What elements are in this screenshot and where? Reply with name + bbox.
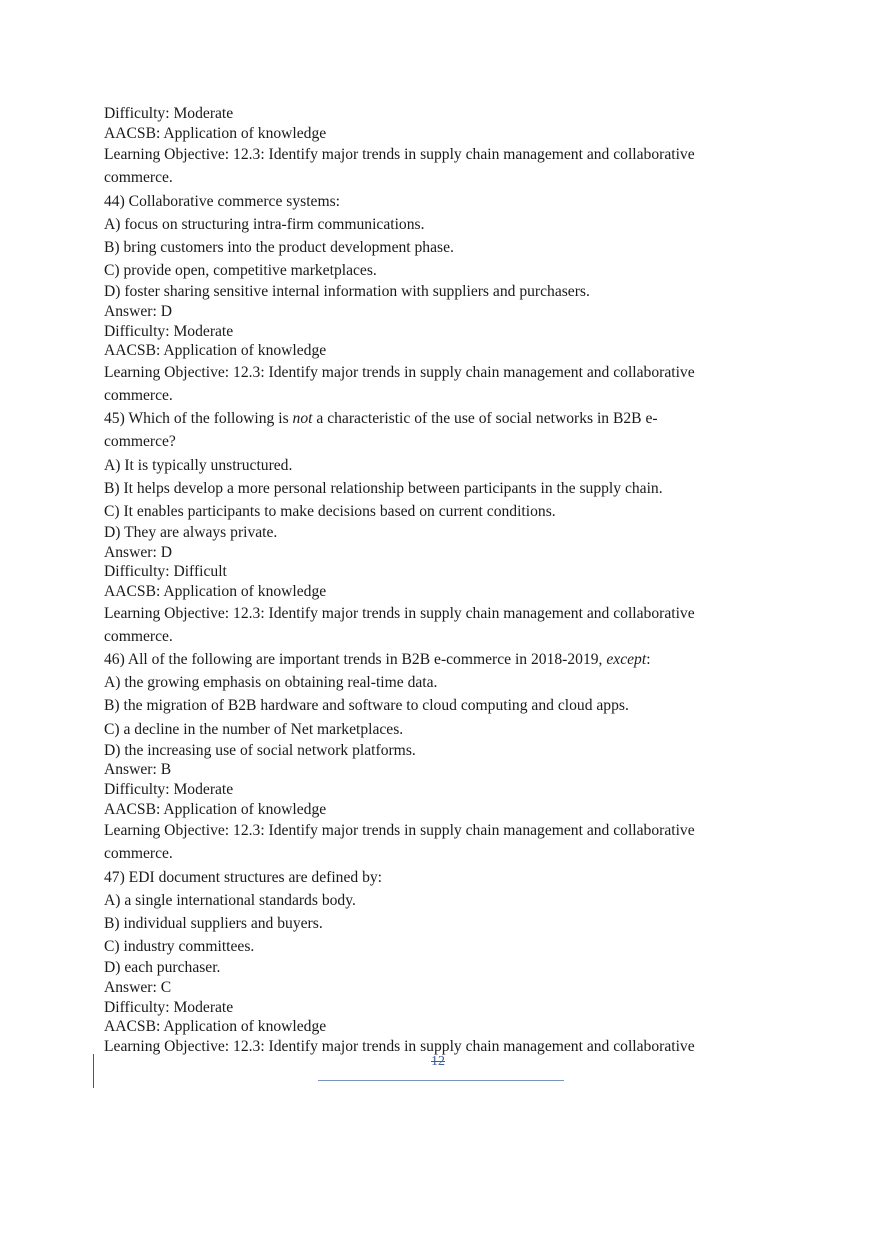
- text-line: A) focus on structuring intra-firm communications.: [104, 215, 425, 233]
- text-line: C) provide open, competitive marketplaces.: [104, 262, 377, 280]
- margin-change-bar: [93, 1054, 94, 1088]
- text-line: 44) Collaborative commerce systems:: [104, 192, 341, 210]
- text-segment: 46) All of the following are important trends in B2B e-commerce in 2018-2019,: [104, 650, 607, 668]
- text-line: Learning Objective: 12.3: Identify major trends in supply chain management and collaborative: [104, 604, 695, 622]
- text-line: Answer: D: [104, 303, 172, 320]
- text-line: AACSB: Application of knowledge: [104, 1018, 327, 1036]
- text-line: B) It helps develop a more personal relationship between participants in the supply chain.: [104, 479, 663, 497]
- text-line: A) a single international standards body.: [104, 891, 356, 909]
- text-line: Learning Objective: 12.3: Identify major trends in supply chain management and collaborative: [104, 363, 695, 381]
- text-line: Difficulty: Moderate: [104, 322, 234, 340]
- text-line: Difficulty: Moderate: [104, 105, 234, 122]
- text-line: Answer: D: [104, 543, 172, 561]
- text-line: Learning Objective: 12.3: Identify major trends in supply chain management and collaborative: [104, 822, 695, 840]
- footer-rule: [318, 1080, 564, 1081]
- text-segment: 45) Which of the following is: [104, 410, 293, 428]
- text-line: AACSB: Application of knowledge: [104, 124, 327, 142]
- italic-emphasis: not: [292, 410, 313, 428]
- text-line: Answer: C: [104, 978, 172, 996]
- text-line: D) each purchaser.: [104, 959, 221, 977]
- text-line: B) the migration of B2B hardware and software to cloud computing and cloud apps.: [104, 697, 629, 715]
- text-line: 47) EDI document structures are defined by:: [104, 868, 382, 886]
- text-line: [104, 407, 784, 430]
- text-line: AACSB: Application of knowledge: [104, 342, 327, 360]
- text-line: AACSB: Application of knowledge: [104, 800, 327, 818]
- text-line: Learning Objective: 12.3: Identify major trends in supply chain management and collaborative: [104, 146, 695, 164]
- text-line: D) the increasing use of social network platforms.: [104, 741, 416, 759]
- document-body: [104, 104, 784, 1056]
- text-line: C) a decline in the number of Net marketplaces.: [104, 720, 404, 738]
- text-line: [104, 648, 784, 671]
- text-line: AACSB: Application of knowledge: [104, 582, 327, 600]
- text-line: D) They are always private.: [104, 524, 278, 542]
- text-line: C) It enables participants to make decisions based on current conditions.: [104, 503, 556, 520]
- text-segment: a characteristic of the use of social networks in B2B e-: [312, 410, 658, 428]
- text-line: commerce.: [104, 845, 173, 863]
- text-line: Learning Objective: 12.3: Identify major trends in supply chain management and collaborative: [104, 1037, 695, 1055]
- italic-emphasis: except: [606, 650, 647, 668]
- text-segment: :: [646, 650, 651, 668]
- text-line: Answer: B: [104, 761, 172, 779]
- text-line: A) the growing emphasis on obtaining real-time data.: [104, 674, 438, 692]
- text-line: Difficulty: Difficult: [104, 563, 227, 581]
- text-line: D) foster sharing sensitive internal information with suppliers and purchasers.: [104, 283, 590, 301]
- text-line: C) industry committees.: [104, 938, 255, 956]
- text-line: commerce.: [104, 627, 173, 645]
- text-line: commerce.: [104, 386, 173, 404]
- page-number: 12: [431, 1054, 445, 1069]
- text-line: commerce.: [104, 169, 173, 187]
- text-line: A) It is typically unstructured.: [104, 456, 293, 474]
- text-line: Difficulty: Moderate: [104, 780, 234, 798]
- text-line: B) individual suppliers and buyers.: [104, 914, 323, 932]
- text-line: commerce?: [104, 433, 176, 451]
- text-line: B) bring customers into the product development phase.: [104, 239, 454, 256]
- text-line: Difficulty: Moderate: [104, 998, 234, 1016]
